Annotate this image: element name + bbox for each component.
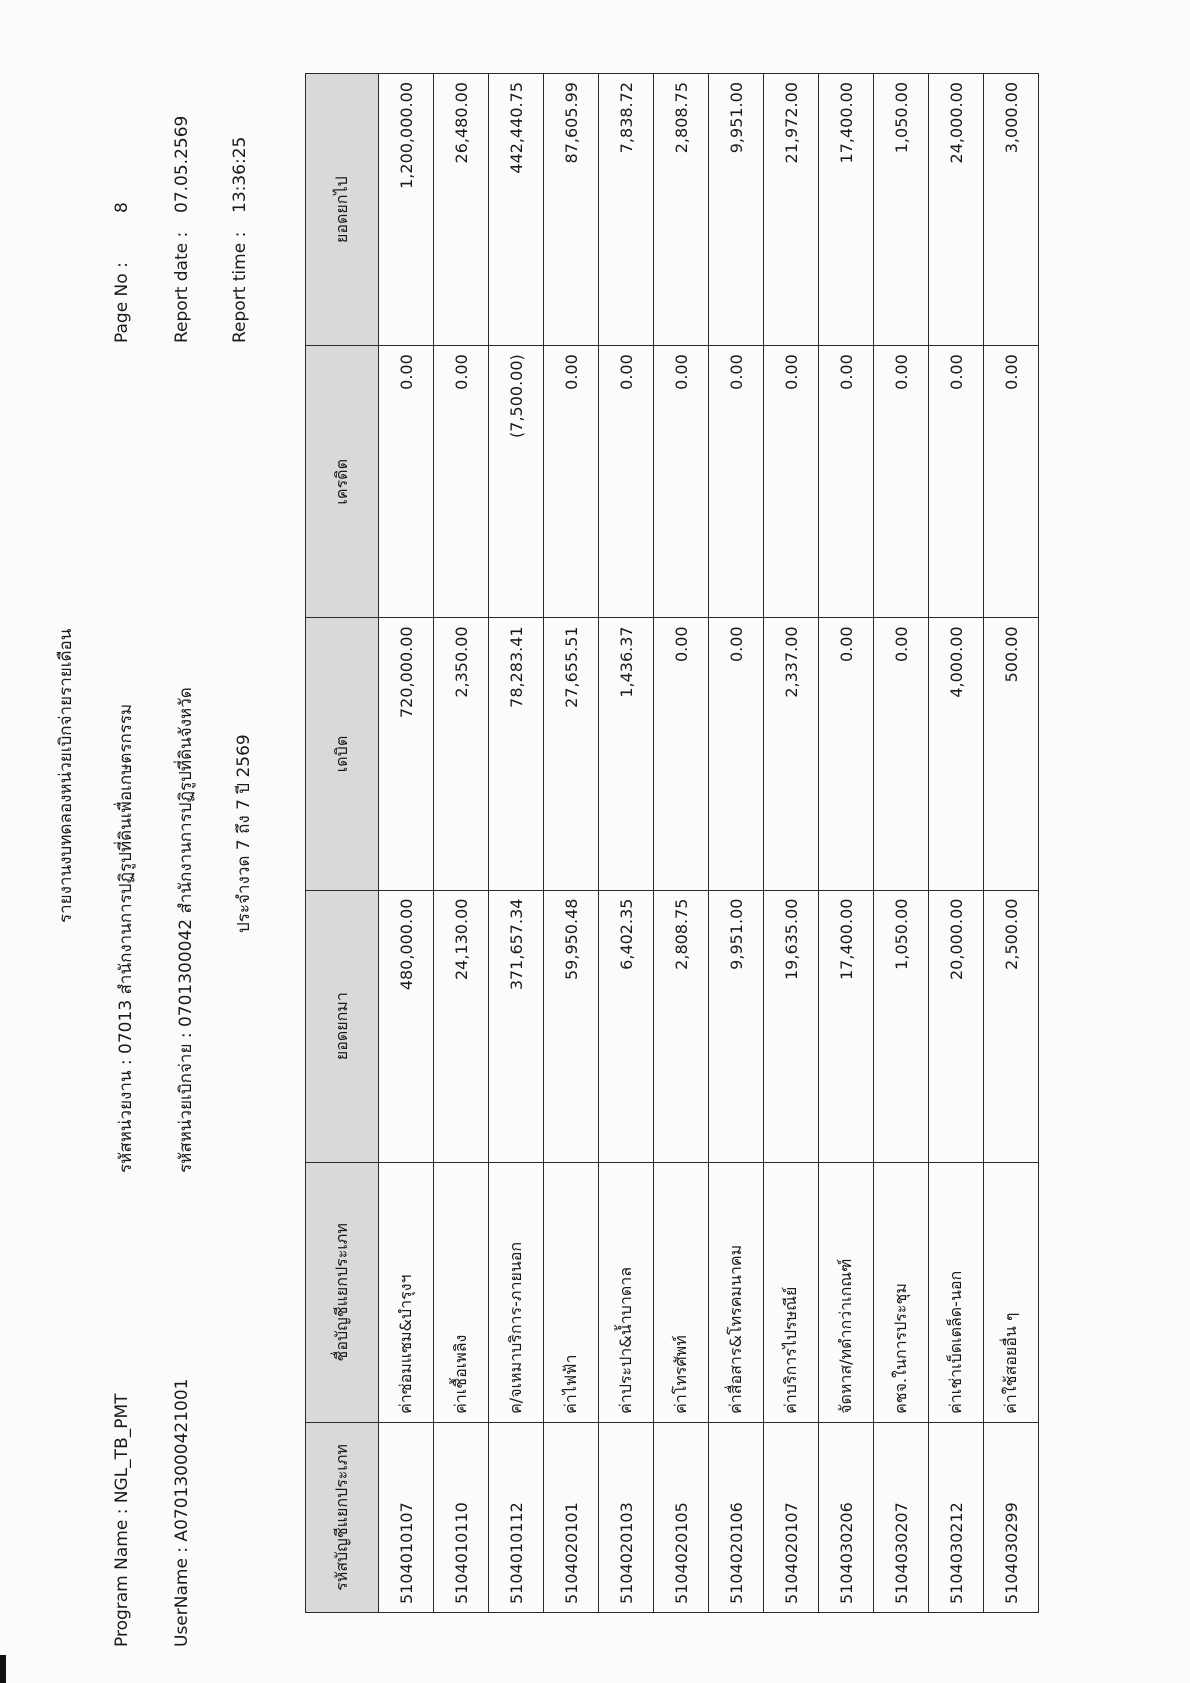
cell-name: ค่าไฟฟ้า	[544, 1162, 599, 1422]
cell-name: ค่าสื่อสาร&โทรคมนาคม	[709, 1162, 764, 1422]
table-row	[489, 74, 544, 1613]
cell-credit: 0.00	[709, 346, 764, 618]
table-row	[544, 74, 599, 1613]
cell-carried-forward: 7,838.72	[599, 74, 654, 346]
header-debit: เดบิต	[306, 618, 379, 890]
table-row	[874, 74, 929, 1613]
report-time: 13:36:25	[230, 136, 250, 213]
cell-debit: 0.00	[654, 618, 709, 890]
cell-carried-forward: 1,200,000.00	[379, 74, 434, 346]
cell-name: ค่าซ่อมแซม&บำรุงฯ	[379, 1162, 434, 1422]
cell-debit: 500.00	[984, 618, 1039, 890]
header-brought-forward: ยอดยกมา	[306, 890, 379, 1162]
cell-debit: 1,436.37	[599, 618, 654, 890]
cell-debit: 0.00	[819, 618, 874, 890]
cell-debit: 27,655.51	[544, 618, 599, 890]
header-name: ชื่อบัญชีแยกประเภท	[306, 1162, 379, 1422]
cell-brought-forward: 2,808.75	[654, 890, 709, 1162]
page-no: 8	[112, 202, 132, 213]
cell-brought-forward: 24,130.00	[434, 890, 489, 1162]
cell-name: ค่าโทรศัพท์	[654, 1162, 709, 1422]
cell-code: 5104030299	[984, 1422, 1039, 1612]
cell-brought-forward: 19,635.00	[764, 890, 819, 1162]
cell-carried-forward: 2,808.75	[654, 74, 709, 346]
program-name: Program Name : NGL_TB_PMT	[112, 1393, 132, 1647]
cell-credit: 0.00	[764, 346, 819, 618]
cell-credit: 0.00	[379, 346, 434, 618]
cell-credit: (7,500.00)	[489, 346, 544, 618]
header-code: รหัสบัญชีแยกประเภท	[306, 1422, 379, 1612]
cell-brought-forward: 2,500.00	[984, 890, 1039, 1162]
cell-debit: 720,000.00	[379, 618, 434, 890]
cell-name: คชจ.ในการประชุม	[874, 1162, 929, 1422]
cell-debit: 2,337.00	[764, 618, 819, 890]
cell-name: ค่าบริการไปรษณีย์	[764, 1162, 819, 1422]
cell-credit: 0.00	[929, 346, 984, 618]
header-credit: เครดิต	[306, 346, 379, 618]
cell-carried-forward: 24,000.00	[929, 74, 984, 346]
table-header-row	[306, 74, 379, 1613]
cell-name: ค่าเชื้อเพลิง	[434, 1162, 489, 1422]
cell-brought-forward: 6,402.35	[599, 890, 654, 1162]
cell-credit: 0.00	[434, 346, 489, 618]
cell-code: 5104010110	[434, 1422, 489, 1612]
report-date-label: Report date :	[172, 231, 192, 343]
cell-credit: 0.00	[654, 346, 709, 618]
cell-code: 5104030206	[819, 1422, 874, 1612]
cell-code: 5104020101	[544, 1422, 599, 1612]
cell-brought-forward: 17,400.00	[819, 890, 874, 1162]
page-no-label: Page No :	[112, 262, 132, 343]
cell-debit: 4,000.00	[929, 618, 984, 890]
table-row	[819, 74, 874, 1613]
cell-credit: 0.00	[984, 346, 1039, 618]
cell-debit: 2,350.00	[434, 618, 489, 890]
cell-credit: 0.00	[544, 346, 599, 618]
cell-code: 5104020105	[654, 1422, 709, 1612]
table-row	[764, 74, 819, 1613]
header-carried-forward: ยอดยกไป	[306, 74, 379, 346]
table-row	[709, 74, 764, 1613]
cell-carried-forward: 1,050.00	[874, 74, 929, 346]
cell-name: ค่าประปา&น้ำบาดาล	[599, 1162, 654, 1422]
cell-debit: 0.00	[709, 618, 764, 890]
cell-debit: 78,283.41	[489, 618, 544, 890]
cell-debit: 0.00	[874, 618, 929, 890]
cell-name: ค่าเช่าเบ็ดเตล็ด-นอก	[929, 1162, 984, 1422]
table-row	[929, 74, 984, 1613]
cell-brought-forward: 59,950.48	[544, 890, 599, 1162]
cell-code: 5104020103	[599, 1422, 654, 1612]
cell-carried-forward: 3,000.00	[984, 74, 1039, 346]
cell-brought-forward: 1,050.00	[874, 890, 929, 1162]
disbursement-code: รหัสหน่วยเบิกจ่าย : 0701300042 สำนักงานการปฏิรูปที่ดินจังหวัด	[176, 687, 196, 1173]
cell-credit: 0.00	[874, 346, 929, 618]
cell-carried-forward: 442,440.75	[489, 74, 544, 346]
table-row	[434, 74, 489, 1613]
report-period: ประจำงวด 7 ถึง 7 ปี 2569	[234, 734, 254, 933]
cell-name: ค่าใช้สอยอื่น ๆ	[984, 1162, 1039, 1422]
cell-code: 5104030212	[929, 1422, 984, 1612]
cell-carried-forward: 17,400.00	[819, 74, 874, 346]
cell-carried-forward: 9,951.00	[709, 74, 764, 346]
report-time-label: Report time :	[230, 231, 250, 343]
cell-brought-forward: 371,657.34	[489, 890, 544, 1162]
report-date: 07.05.2569	[172, 115, 192, 213]
unit-code: รหัสหน่วยงาน : 07013 สำนักงานการปฏิรูปที่ดินเพื่อเกษตรกรรม	[116, 703, 136, 1173]
cell-code: 5104030207	[874, 1422, 929, 1612]
cell-brought-forward: 480,000.00	[379, 890, 434, 1162]
cell-code: 5104010107	[379, 1422, 434, 1612]
table-row	[599, 74, 654, 1613]
cell-name: จัดหาส/ทดำกว่าเกณฑ์	[819, 1162, 874, 1422]
cell-code: 5104010112	[489, 1422, 544, 1612]
cell-carried-forward: 21,972.00	[764, 74, 819, 346]
cell-credit: 0.00	[819, 346, 874, 618]
cell-brought-forward: 20,000.00	[929, 890, 984, 1162]
cell-code: 5104020107	[764, 1422, 819, 1612]
cell-name: ค/จเหมาบริการ-ภายนอก	[489, 1162, 544, 1422]
cell-carried-forward: 87,605.99	[544, 74, 599, 346]
cell-code: 5104020106	[709, 1422, 764, 1612]
scan-edge-mark	[0, 1655, 6, 1683]
cell-brought-forward: 9,951.00	[709, 890, 764, 1162]
report-title: รายงานงบทดลองหน่วยเบิกจ่ายรายเดือน	[56, 628, 76, 923]
table-row	[984, 74, 1039, 1613]
cell-credit: 0.00	[599, 346, 654, 618]
user-name: UserName : A07013000421001	[172, 1378, 192, 1647]
table-row	[654, 74, 709, 1613]
table-row	[379, 74, 434, 1613]
cell-carried-forward: 26,480.00	[434, 74, 489, 346]
trial-balance-table	[305, 73, 1039, 1613]
